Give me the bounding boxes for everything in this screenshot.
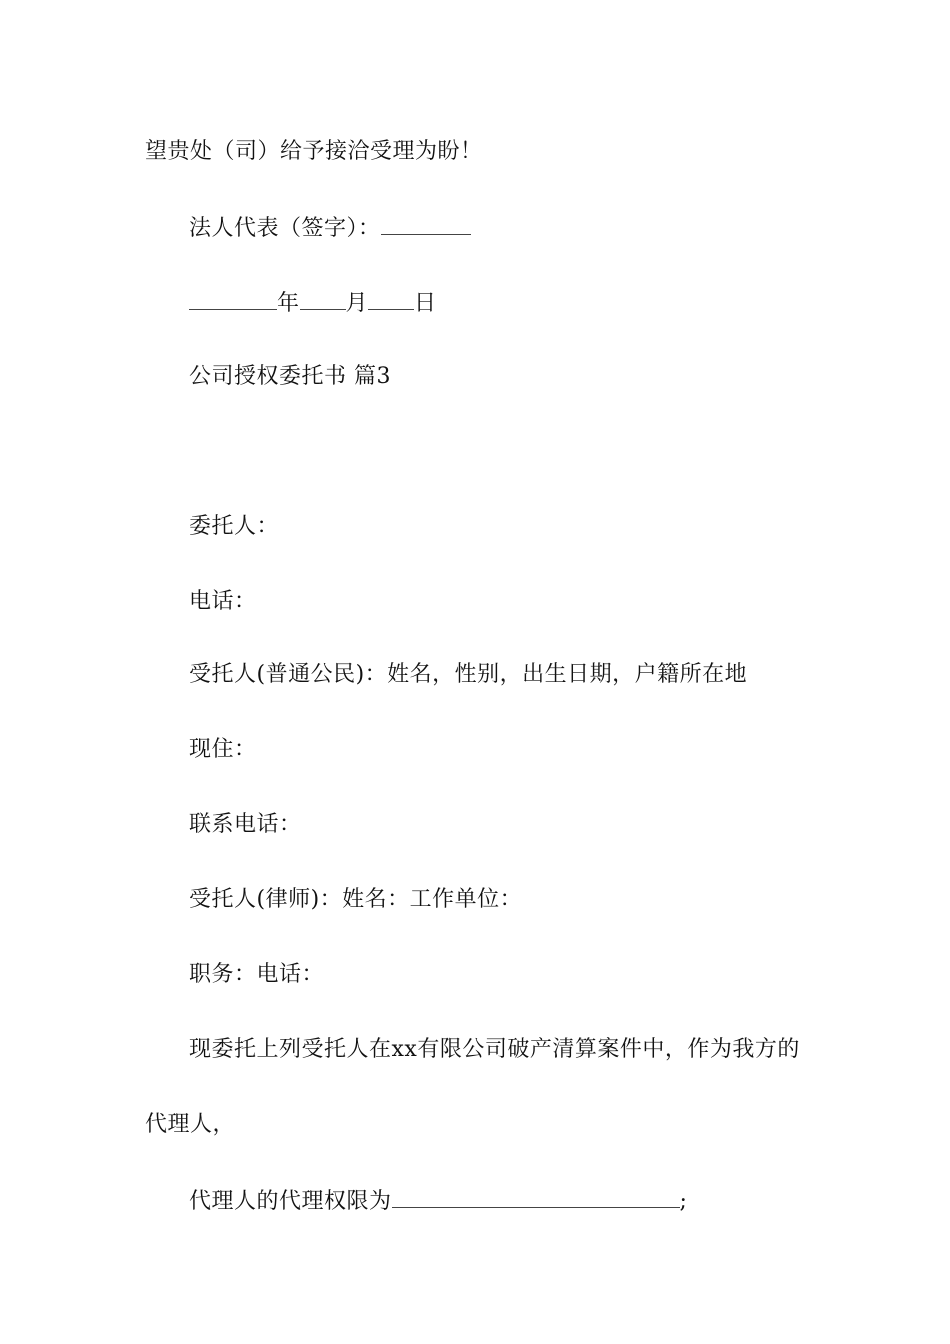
closing-request-text: 望贵处（司）给予接洽受理为盼！	[145, 139, 483, 164]
year-label: 年	[277, 291, 300, 316]
entrustment-text: 现委托上列受托人在xx有限公司破产清算案件中，作为我方的	[189, 1037, 800, 1062]
day-label: 日	[414, 291, 437, 316]
authority-scope-line	[189, 1185, 687, 1217]
position-phone-label: 职务：电话：	[189, 962, 325, 987]
day-blank[interactable]	[368, 287, 414, 310]
year-blank[interactable]	[189, 287, 277, 310]
contact-phone-label: 联系电话：	[189, 812, 302, 837]
agent-continuation-text: 代理人，	[145, 1112, 236, 1137]
lawyer-agent-label: 受托人(律师)：姓名：工作单位：	[189, 887, 523, 912]
current-address-label: 现住：	[189, 737, 257, 762]
position-phone-line	[189, 960, 324, 990]
section-title-text: 公司授权委托书 篇3	[189, 364, 391, 389]
contact-phone-line	[189, 810, 302, 840]
entrustment-line	[189, 1035, 800, 1065]
current-address-line	[189, 735, 257, 765]
month-label: 月	[345, 291, 369, 316]
section-title	[189, 362, 391, 392]
principal-label: 委托人：	[189, 514, 280, 539]
authority-scope-label: 代理人的代理权限为	[189, 1189, 392, 1214]
legal-rep-label: 法人代表（签字）：	[189, 216, 381, 241]
month-blank[interactable]	[300, 287, 346, 310]
closing-request-line	[145, 137, 483, 167]
principal-phone-line	[189, 587, 257, 617]
date-line	[189, 287, 437, 319]
citizen-agent-line	[189, 660, 747, 690]
citizen-agent-label: 受托人(普通公民)：姓名，性别，出生日期，户籍所在地	[189, 662, 748, 687]
principal-phone-label: 电话：	[189, 589, 257, 614]
authority-scope-blank[interactable]	[392, 1185, 680, 1208]
agent-continuation-line	[145, 1110, 235, 1140]
signature-blank[interactable]	[381, 212, 471, 235]
legal-rep-signature-line	[189, 212, 471, 244]
principal-line	[189, 512, 279, 542]
authority-scope-end: ;	[679, 1189, 688, 1214]
lawyer-agent-line	[189, 885, 522, 915]
